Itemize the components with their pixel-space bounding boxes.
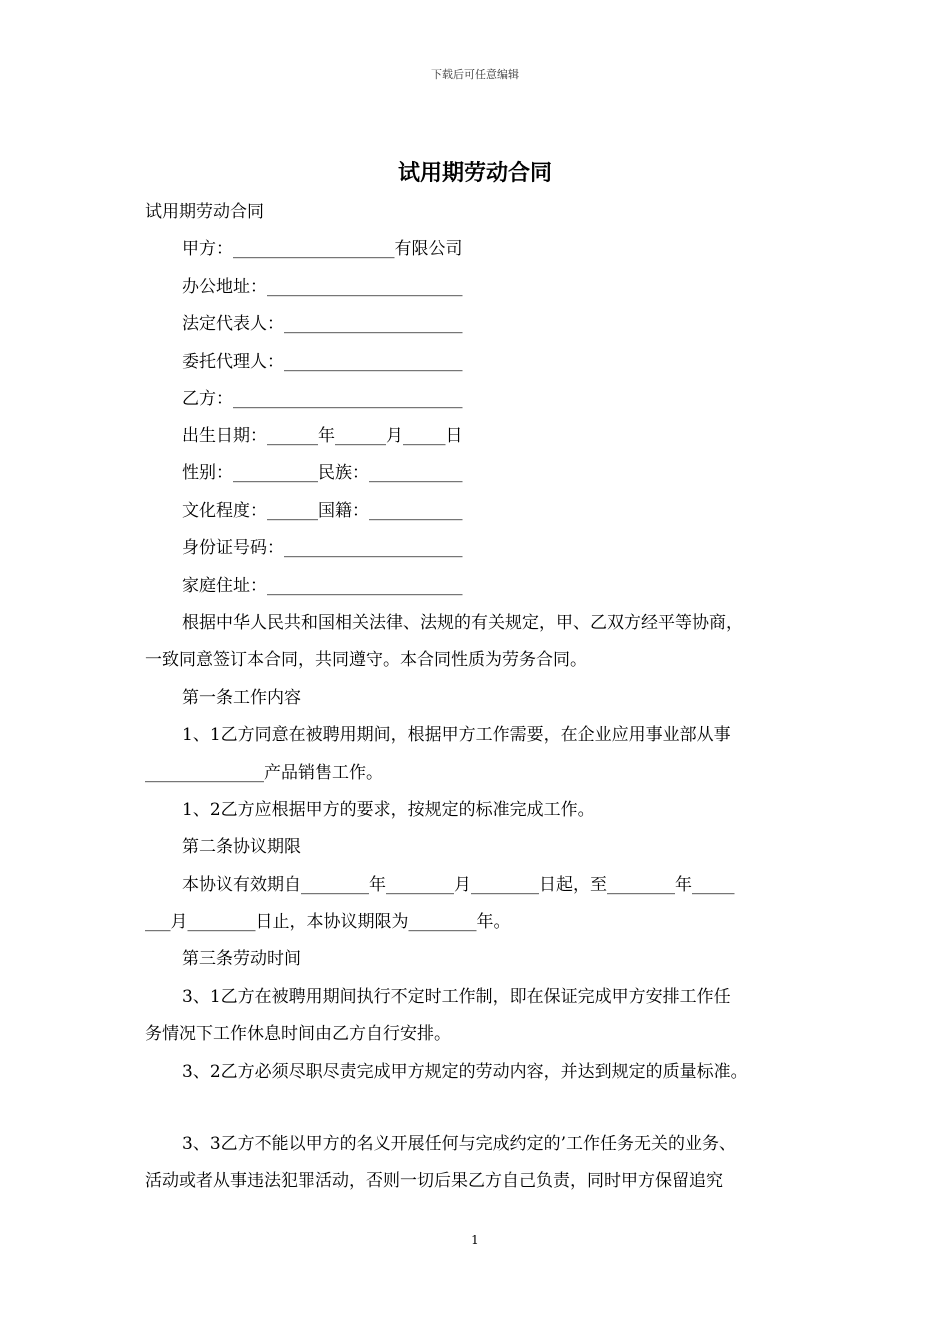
clause-3-3-line-2: 活动或者从事违法犯罪活动，否则一切后果乙方自己负责，同时甲方保留追究 [145,1171,723,1191]
home-address-field: 家庭住址：_______________________ [182,576,463,596]
page-header: 下载后可任意编辑 [431,68,519,81]
clause-3-1-line-2: 务情况下工作休息时间由乙方自行安排。 [145,1024,451,1044]
document-title: 试用期劳动合同 [397,160,552,186]
authorized-agent-field: 委托代理人：_____________________ [182,352,463,372]
office-address-field: 办公地址：_______________________ [182,277,463,297]
clause-3-1-line-1: 3、1乙方在被聘用期间执行不定时工作制，即在保证完成甲方安排工作任 [182,987,731,1007]
birth-date-field: 出生日期：______年______月_____日 [182,426,463,446]
legal-representative-field: 法定代表人：_____________________ [182,314,463,334]
gender-ethnicity-field: 性别：__________民族：___________ [182,463,463,483]
page-number: 1 [471,1233,479,1247]
clause-1-1-line-1: 1、1乙方同意在被聘用期间，根据甲方工作需要，在企业应用事业部从事 [182,725,731,745]
clause-1-1-line-2: ______________产品销售工作。 [145,763,383,783]
id-number-field: 身份证号码：_____________________ [182,538,463,558]
clause-3-3-line-1: 3、3乙方不能以甲方的名义开展任何与完成约定的’工作任务无关的业务、 [182,1134,737,1154]
article-3-heading: 第三条劳动时间 [182,949,301,969]
education-nationality-field: 文化程度：______国籍：___________ [182,501,463,521]
party-a-field: 甲方：___________________有限公司 [182,239,463,259]
preamble-line-2: 一致同意签订本合同，共同遵守。本合同性质为劳务合同。 [145,650,587,670]
article-2-heading: 第二条协议期限 [182,837,301,857]
clause-3-2: 3、2乙方必须尽职尽责完成甲方规定的劳动内容，并达到规定的质量标准。 [182,1062,748,1082]
subtitle-line: 试用期劳动合同 [145,202,264,222]
preamble-line-1: 根据中华人民共和国相关法律、法规的有关规定，甲、乙双方经平等协商， [182,613,743,633]
article-1-heading: 第一条工作内容 [182,688,301,708]
party-b-field: 乙方：___________________________ [182,389,463,409]
term-line-1: 本协议有效期自________年________月________日起，至________年_____ [182,875,735,895]
term-line-2: ___月________日止，本协议期限为________年。 [145,912,511,932]
clause-1-2: 1、2乙方应根据甲方的要求，按规定的标准完成工作。 [182,800,595,820]
